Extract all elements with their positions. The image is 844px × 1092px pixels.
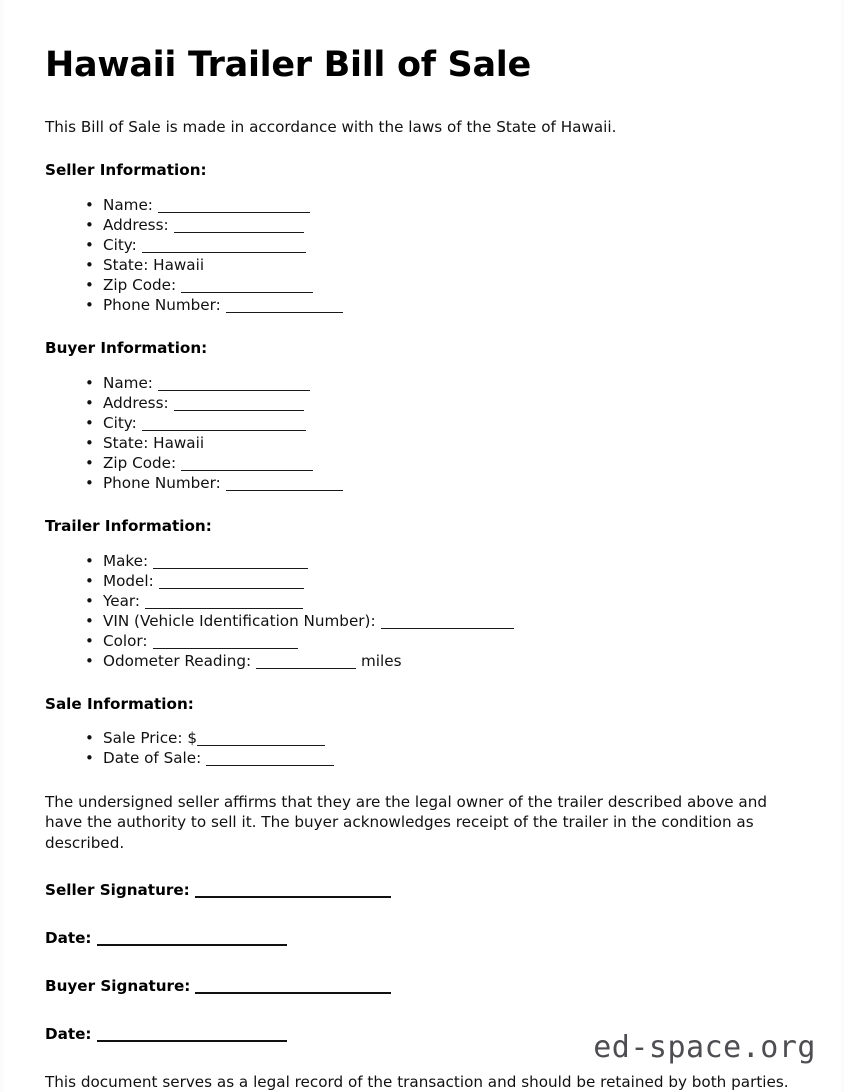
field-item [85, 373, 808, 393]
sale-section-heading: Sale Information: [45, 694, 194, 713]
field-blank-line[interactable] [174, 397, 304, 411]
field-item [85, 611, 808, 631]
field-label: Phone Number: [103, 473, 221, 492]
field-item [85, 651, 808, 671]
signature-label: Date: [45, 928, 92, 947]
field-label: Address: [103, 393, 169, 412]
signature-label: Buyer Signature: [45, 976, 191, 995]
field-label: Sale Price: $ [103, 729, 197, 748]
field-blank-line[interactable] [256, 655, 356, 669]
signature-label: Seller Signature: [45, 880, 190, 899]
field-item [85, 631, 808, 651]
field-item [85, 255, 808, 275]
field-item [85, 195, 808, 215]
field-blank-line[interactable] [197, 732, 325, 746]
signature-row [45, 880, 808, 900]
field-label: Address: [103, 216, 169, 234]
field-label: Make: [103, 551, 149, 570]
buyer-field-list [45, 373, 808, 493]
field-item [85, 235, 808, 255]
field-item [85, 748, 808, 768]
field-blank-line[interactable] [153, 555, 308, 569]
field-label: Odometer Reading: [103, 651, 252, 670]
sale-field-list [45, 728, 808, 768]
field-blank-line[interactable] [381, 615, 514, 629]
document-content [45, 46, 808, 1092]
field-value: Hawaii [148, 433, 205, 452]
page-title: Hawaii Trailer Bill of Sale [45, 45, 531, 85]
field-item [85, 295, 808, 315]
field-label: Year: [103, 591, 141, 610]
signature-row [45, 928, 808, 948]
field-blank-line[interactable] [181, 457, 313, 471]
field-item [85, 473, 808, 493]
field-label: Date of Sale: [103, 749, 202, 768]
field-blank-line[interactable] [174, 219, 304, 233]
field-label: State: [103, 433, 149, 452]
field-label: VIN (Vehicle Identification Number): [103, 611, 376, 630]
field-label: Model: [103, 571, 154, 590]
field-label: Name: [103, 196, 153, 214]
field-blank-line[interactable] [206, 752, 334, 766]
field-label: State: [103, 256, 149, 274]
field-value: Hawaii [148, 256, 205, 274]
field-blank-line[interactable] [145, 595, 303, 609]
field-item [85, 393, 808, 413]
field-label: Color: [103, 631, 148, 650]
signature-block [45, 880, 808, 1044]
field-blank-line[interactable] [181, 279, 313, 293]
field-item [85, 591, 808, 611]
trailer-section-heading: Trailer Information: [45, 516, 212, 535]
seller-field-list [45, 195, 808, 315]
field-item [85, 728, 808, 748]
signature-blank-line[interactable] [97, 931, 287, 946]
field-label: Zip Code: [103, 276, 177, 294]
affirmation-paragraph: The undersigned seller affirms that they are the legal owner of the trailer described above and have the authority to sell it. The buyer acknowledges receipt of the trailer in the condition as described. [45, 793, 767, 852]
field-blank-line[interactable] [159, 575, 304, 589]
footer-note: This document serves as a legal record of the transaction and should be retained by both parties. [45, 1072, 789, 1091]
field-item [85, 275, 808, 295]
page-edge-left [0, 0, 3, 1092]
field-label: City: [103, 236, 137, 254]
field-item [85, 433, 808, 453]
field-blank-line[interactable] [158, 377, 310, 391]
intro-paragraph: This Bill of Sale is made in accordance with the laws of the State of Hawaii. [45, 118, 617, 137]
trailer-field-list [45, 551, 808, 671]
field-item [85, 453, 808, 473]
field-item [85, 215, 808, 235]
field-blank-line[interactable] [142, 239, 306, 253]
buyer-section-heading: Buyer Information: [45, 339, 208, 357]
signature-blank-line[interactable] [195, 883, 391, 898]
field-blank-line[interactable] [226, 477, 343, 491]
signature-blank-line[interactable] [195, 979, 391, 994]
field-item [85, 551, 808, 571]
signature-label: Date: [45, 1024, 92, 1043]
field-blank-line[interactable] [142, 417, 306, 431]
signature-row [45, 976, 808, 996]
field-item [85, 571, 808, 591]
field-label: Zip Code: [103, 453, 177, 472]
field-blank-line[interactable] [226, 299, 343, 313]
field-label: City: [103, 413, 137, 432]
seller-section-heading: Seller Information: [45, 161, 207, 180]
field-blank-line[interactable] [158, 199, 310, 213]
watermark: ed-space.org [593, 1030, 816, 1065]
signature-blank-line[interactable] [97, 1027, 287, 1042]
field-label: Name: [103, 373, 153, 392]
field-label: Phone Number: [103, 296, 221, 314]
field-item [85, 413, 808, 433]
field-suffix: miles [356, 651, 402, 670]
field-blank-line[interactable] [153, 635, 298, 649]
